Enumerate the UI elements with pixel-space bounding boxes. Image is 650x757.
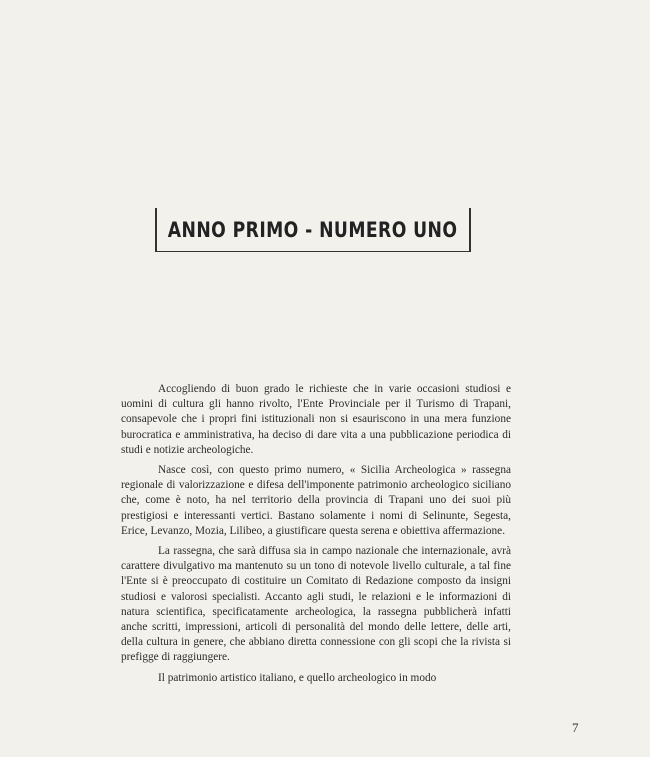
paragraph-3: La rassegna, che sarà diffusa sia in campo nazionale che internazionale, avrà carattere divulgativo ma mantenuto su un tono di notevole livello culturale, a tal fine l'Ente si è preoccupato di costituire un Comitato di Redazione composto da insigni studiosi e valorosi specialisti. Accanto agli studi, le relazioni e le informazioni di natura scientifica, specificatamente archeologica, la rassegna pubblicherà infatti anche scritti, impressioni, articoli di personalità del mondo delle lettere, delle arti, della cultura in genere, che abbiano diretta connessione con gli scopi che la rivista si prefigge di raggiungere. [121,545,511,664]
title-frame [155,208,471,252]
paragraph-4: Il patrimonio artistico italiano, e quello archeologico in modo [158,671,437,684]
paragraph-1: Accogliendo di buon grado le richieste che in varie occasioni studiosi e uomini di cultura gli hanno rivolto, l'Ente Provinciale per il Turismo di Trapani, consapevole che i propri fini istituzionali non si esauriscono in una mera funzione burocratica e amministrativa, ha deciso di dare vita a una pubblicazione periodica di studi e notizie archeologiche. [121,383,511,456]
page-title: ANNO PRIMO - NUMERO UNO [168,217,458,242]
article-body [121,382,511,691]
page-number: 7 [572,720,579,735]
paragraph-2: Nasce così, con questo primo numero, « Sicilia Archeologica » rassegna regionale di valorizzazione e difesa dell'imponente patrimonio archeologico siciliano che, come è noto, ha nel territorio della provincia di Trapani uno dei suoi più prestigiosi e interessanti vertici. Bastano solamente i nomi di Selinunte, Segesta, Erice, Levanzo, Mozia, Lilibeo, a giustificare questa serena e obiettiva affermazione. [121,464,511,537]
